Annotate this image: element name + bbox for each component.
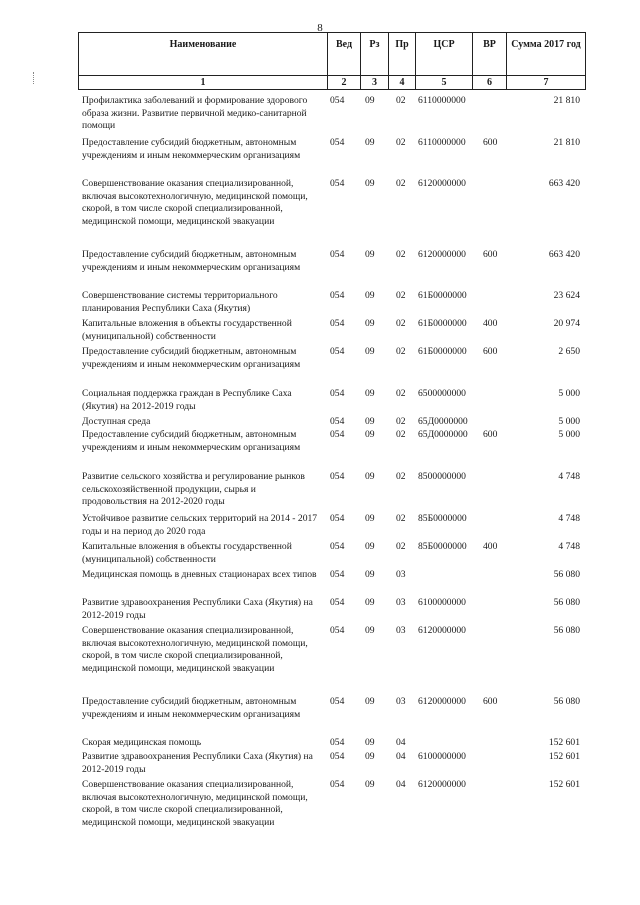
- row-name: Устойчивое развитие сельских территорий на 2014 - 2017 годы и на период до 2020 года: [82, 513, 318, 537]
- row-sum: 20 974: [553, 318, 580, 329]
- row-ved: 054: [330, 737, 345, 748]
- row-csr: 6120000000: [418, 625, 466, 636]
- row-ved: 054: [330, 751, 345, 762]
- row-csr: 61Б0000000: [418, 318, 467, 329]
- row-ved: 054: [330, 429, 345, 440]
- column-number: 3: [361, 76, 389, 89]
- row-sum: 56 080: [553, 696, 580, 707]
- row-rz: 09: [365, 95, 375, 106]
- row-rz: 09: [365, 318, 375, 329]
- row-csr: 61Б0000000: [418, 290, 467, 301]
- row-pr: 02: [396, 416, 406, 427]
- row-sum: 21 810: [553, 137, 580, 148]
- row-pr: 04: [396, 751, 406, 762]
- row-rz: 09: [365, 290, 375, 301]
- row-pr: 02: [396, 249, 406, 260]
- row-sum: 152 601: [548, 779, 580, 790]
- row-csr: 6100000000: [418, 751, 466, 762]
- row-ved: 054: [330, 779, 345, 790]
- column-number: 6: [473, 76, 507, 89]
- row-name: Медицинская помощь в дневных стационарах всех типов: [82, 569, 317, 580]
- row-sum: 663 420: [548, 178, 580, 189]
- row-rz: 09: [365, 569, 375, 580]
- column-number: 5: [416, 76, 473, 89]
- row-ved: 054: [330, 416, 345, 427]
- row-pr: 02: [396, 95, 406, 106]
- row-rz: 09: [365, 513, 375, 524]
- row-name: Профилактика заболеваний и формирование здорового образа жизни. Развитие первичной медико-санитарной помощи: [82, 95, 308, 132]
- row-vr: 400: [483, 541, 498, 552]
- row-name: Капитальные вложения в объекты государственной (муниципальной) собственности: [82, 318, 292, 342]
- margin-mark: [33, 72, 35, 84]
- row-ved: 054: [330, 597, 345, 608]
- row-pr: 03: [396, 625, 406, 636]
- row-name: Совершенствование оказания специализированной, включая высокотехнологичную, медицинской помощи, скорой, в том числе скорой специализированной, медицинской помощи, медицинской эвакуации: [82, 178, 308, 227]
- row-name: Развитие здравоохранения Республики Саха (Якутия) на 2012-2019 годы: [82, 751, 313, 775]
- row-rz: 09: [365, 429, 375, 440]
- row-name: Предоставление субсидий бюджетным, автономным учреждениям и иным некоммерческим организациям: [82, 249, 301, 273]
- row-vr: 600: [483, 429, 498, 440]
- row-sum: 56 080: [553, 569, 580, 580]
- row-pr: 02: [396, 541, 406, 552]
- header-name: Наименование: [79, 33, 328, 75]
- row-name: Скорая медицинская помощь: [82, 737, 202, 748]
- row-csr: 61Б0000000: [418, 346, 467, 357]
- row-rz: 09: [365, 779, 375, 790]
- column-number: 1: [79, 76, 328, 89]
- row-sum: 152 601: [548, 751, 580, 762]
- row-name: Предоставление субсидий бюджетным, автономным учреждениям и иным некоммерческим организациям: [82, 137, 301, 161]
- row-sum: 4 748: [558, 513, 580, 524]
- header-ved: Вед: [328, 33, 361, 75]
- row-ved: 054: [330, 388, 345, 399]
- row-pr: 03: [396, 597, 406, 608]
- row-pr: 02: [396, 318, 406, 329]
- row-pr: 02: [396, 388, 406, 399]
- row-ved: 054: [330, 95, 345, 106]
- row-vr: 400: [483, 318, 498, 329]
- row-name: Совершенствование оказания специализированной, включая высокотехнологичную, медицинской помощи, скорой, в том числе скорой специализированной, медицинской помощи, медицинской эвакуации: [82, 625, 308, 674]
- row-csr: 6120000000: [418, 696, 466, 707]
- row-rz: 09: [365, 471, 375, 482]
- row-rz: 09: [365, 625, 375, 636]
- row-rz: 09: [365, 416, 375, 427]
- row-sum: 23 624: [553, 290, 580, 301]
- row-ved: 054: [330, 569, 345, 580]
- header-pr: Пр: [389, 33, 416, 75]
- row-sum: 2 650: [558, 346, 580, 357]
- row-name: Совершенствование системы территориального планирования Республики Саха (Якутия): [82, 290, 278, 314]
- row-name: Предоставление субсидий бюджетным, автономным учреждениям и иным некоммерческим организациям: [82, 429, 301, 453]
- row-ved: 054: [330, 513, 345, 524]
- row-vr: 600: [483, 137, 498, 148]
- row-name: Совершенствование оказания специализированной, включая высокотехнологичную, медицинской помощи, скорой, в том числе скорой специализированной, медицинской помощи, медицинской эвакуации: [82, 779, 308, 828]
- row-pr: 04: [396, 737, 406, 748]
- header-vr: ВР: [473, 33, 507, 75]
- row-csr: 65Д0000000: [418, 416, 468, 427]
- row-csr: 85Б0000000: [418, 513, 467, 524]
- header-csr: ЦСР: [416, 33, 473, 75]
- row-pr: 04: [396, 779, 406, 790]
- row-sum: 5 000: [558, 429, 580, 440]
- row-rz: 09: [365, 541, 375, 552]
- row-sum: 152 601: [548, 737, 580, 748]
- header-rz: Рз: [361, 33, 389, 75]
- row-vr: 600: [483, 696, 498, 707]
- row-ved: 054: [330, 318, 345, 329]
- row-pr: 02: [396, 346, 406, 357]
- row-pr: 02: [396, 178, 406, 189]
- row-rz: 09: [365, 751, 375, 762]
- row-ved: 054: [330, 290, 345, 301]
- row-pr: 02: [396, 429, 406, 440]
- row-ved: 054: [330, 178, 345, 189]
- row-ved: 054: [330, 249, 345, 260]
- row-vr: 600: [483, 249, 498, 260]
- row-sum: 56 080: [553, 597, 580, 608]
- row-csr: 6120000000: [418, 779, 466, 790]
- row-rz: 09: [365, 696, 375, 707]
- row-csr: 8500000000: [418, 471, 466, 482]
- row-csr: 6120000000: [418, 178, 466, 189]
- row-csr: 6110000000: [418, 95, 466, 106]
- row-name: Развитие здравоохранения Республики Саха (Якутия) на 2012-2019 годы: [82, 597, 313, 621]
- column-number-row: [78, 75, 586, 90]
- row-sum: 5 000: [558, 388, 580, 399]
- row-vr: 600: [483, 346, 498, 357]
- row-csr: 65Д0000000: [418, 429, 468, 440]
- row-csr: 6100000000: [418, 597, 466, 608]
- row-name: Доступная среда: [82, 416, 151, 427]
- row-name: Предоставление субсидий бюджетным, автономным учреждениям и иным некоммерческим организациям: [82, 346, 301, 370]
- row-ved: 054: [330, 541, 345, 552]
- row-ved: 054: [330, 696, 345, 707]
- row-sum: 4 748: [558, 541, 580, 552]
- row-rz: 09: [365, 137, 375, 148]
- row-csr: 6120000000: [418, 249, 466, 260]
- row-name: Предоставление субсидий бюджетным, автономным учреждениям и иным некоммерческим организациям: [82, 696, 301, 720]
- row-sum: 56 080: [553, 625, 580, 636]
- row-ved: 054: [330, 137, 345, 148]
- row-pr: 03: [396, 569, 406, 580]
- row-rz: 09: [365, 388, 375, 399]
- row-name: Социальная поддержка граждан в Республике Саха (Якутия) на 2012-2019 годы: [82, 388, 292, 412]
- row-csr: 85Б0000000: [418, 541, 467, 552]
- row-ved: 054: [330, 471, 345, 482]
- row-csr: 6500000000: [418, 388, 466, 399]
- row-ved: 054: [330, 346, 345, 357]
- row-name: Капитальные вложения в объекты государственной (муниципальной) собственности: [82, 541, 292, 565]
- column-number: 4: [389, 76, 416, 89]
- row-pr: 02: [396, 137, 406, 148]
- row-sum: 5 000: [558, 416, 580, 427]
- row-pr: 02: [396, 513, 406, 524]
- row-rz: 09: [365, 178, 375, 189]
- row-pr: 02: [396, 290, 406, 301]
- row-name: Развитие сельского хозяйства и регулирование рынков сельскохозяйственной продукции, сырья и продовольствия на 2012-2020 годы: [82, 471, 305, 508]
- row-pr: 02: [396, 471, 406, 482]
- row-rz: 09: [365, 737, 375, 748]
- row-rz: 09: [365, 346, 375, 357]
- row-sum: 21 810: [553, 95, 580, 106]
- column-number: 2: [328, 76, 361, 89]
- row-sum: 663 420: [548, 249, 580, 260]
- row-pr: 03: [396, 696, 406, 707]
- row-csr: 6110000000: [418, 137, 466, 148]
- column-number: 7: [543, 77, 549, 88]
- table-header: [78, 32, 586, 76]
- row-rz: 09: [365, 597, 375, 608]
- row-sum: 4 748: [558, 471, 580, 482]
- row-ved: 054: [330, 625, 345, 636]
- row-rz: 09: [365, 249, 375, 260]
- page-number: 8: [317, 22, 323, 34]
- header-sum: Сумма 2017 год: [511, 39, 581, 50]
